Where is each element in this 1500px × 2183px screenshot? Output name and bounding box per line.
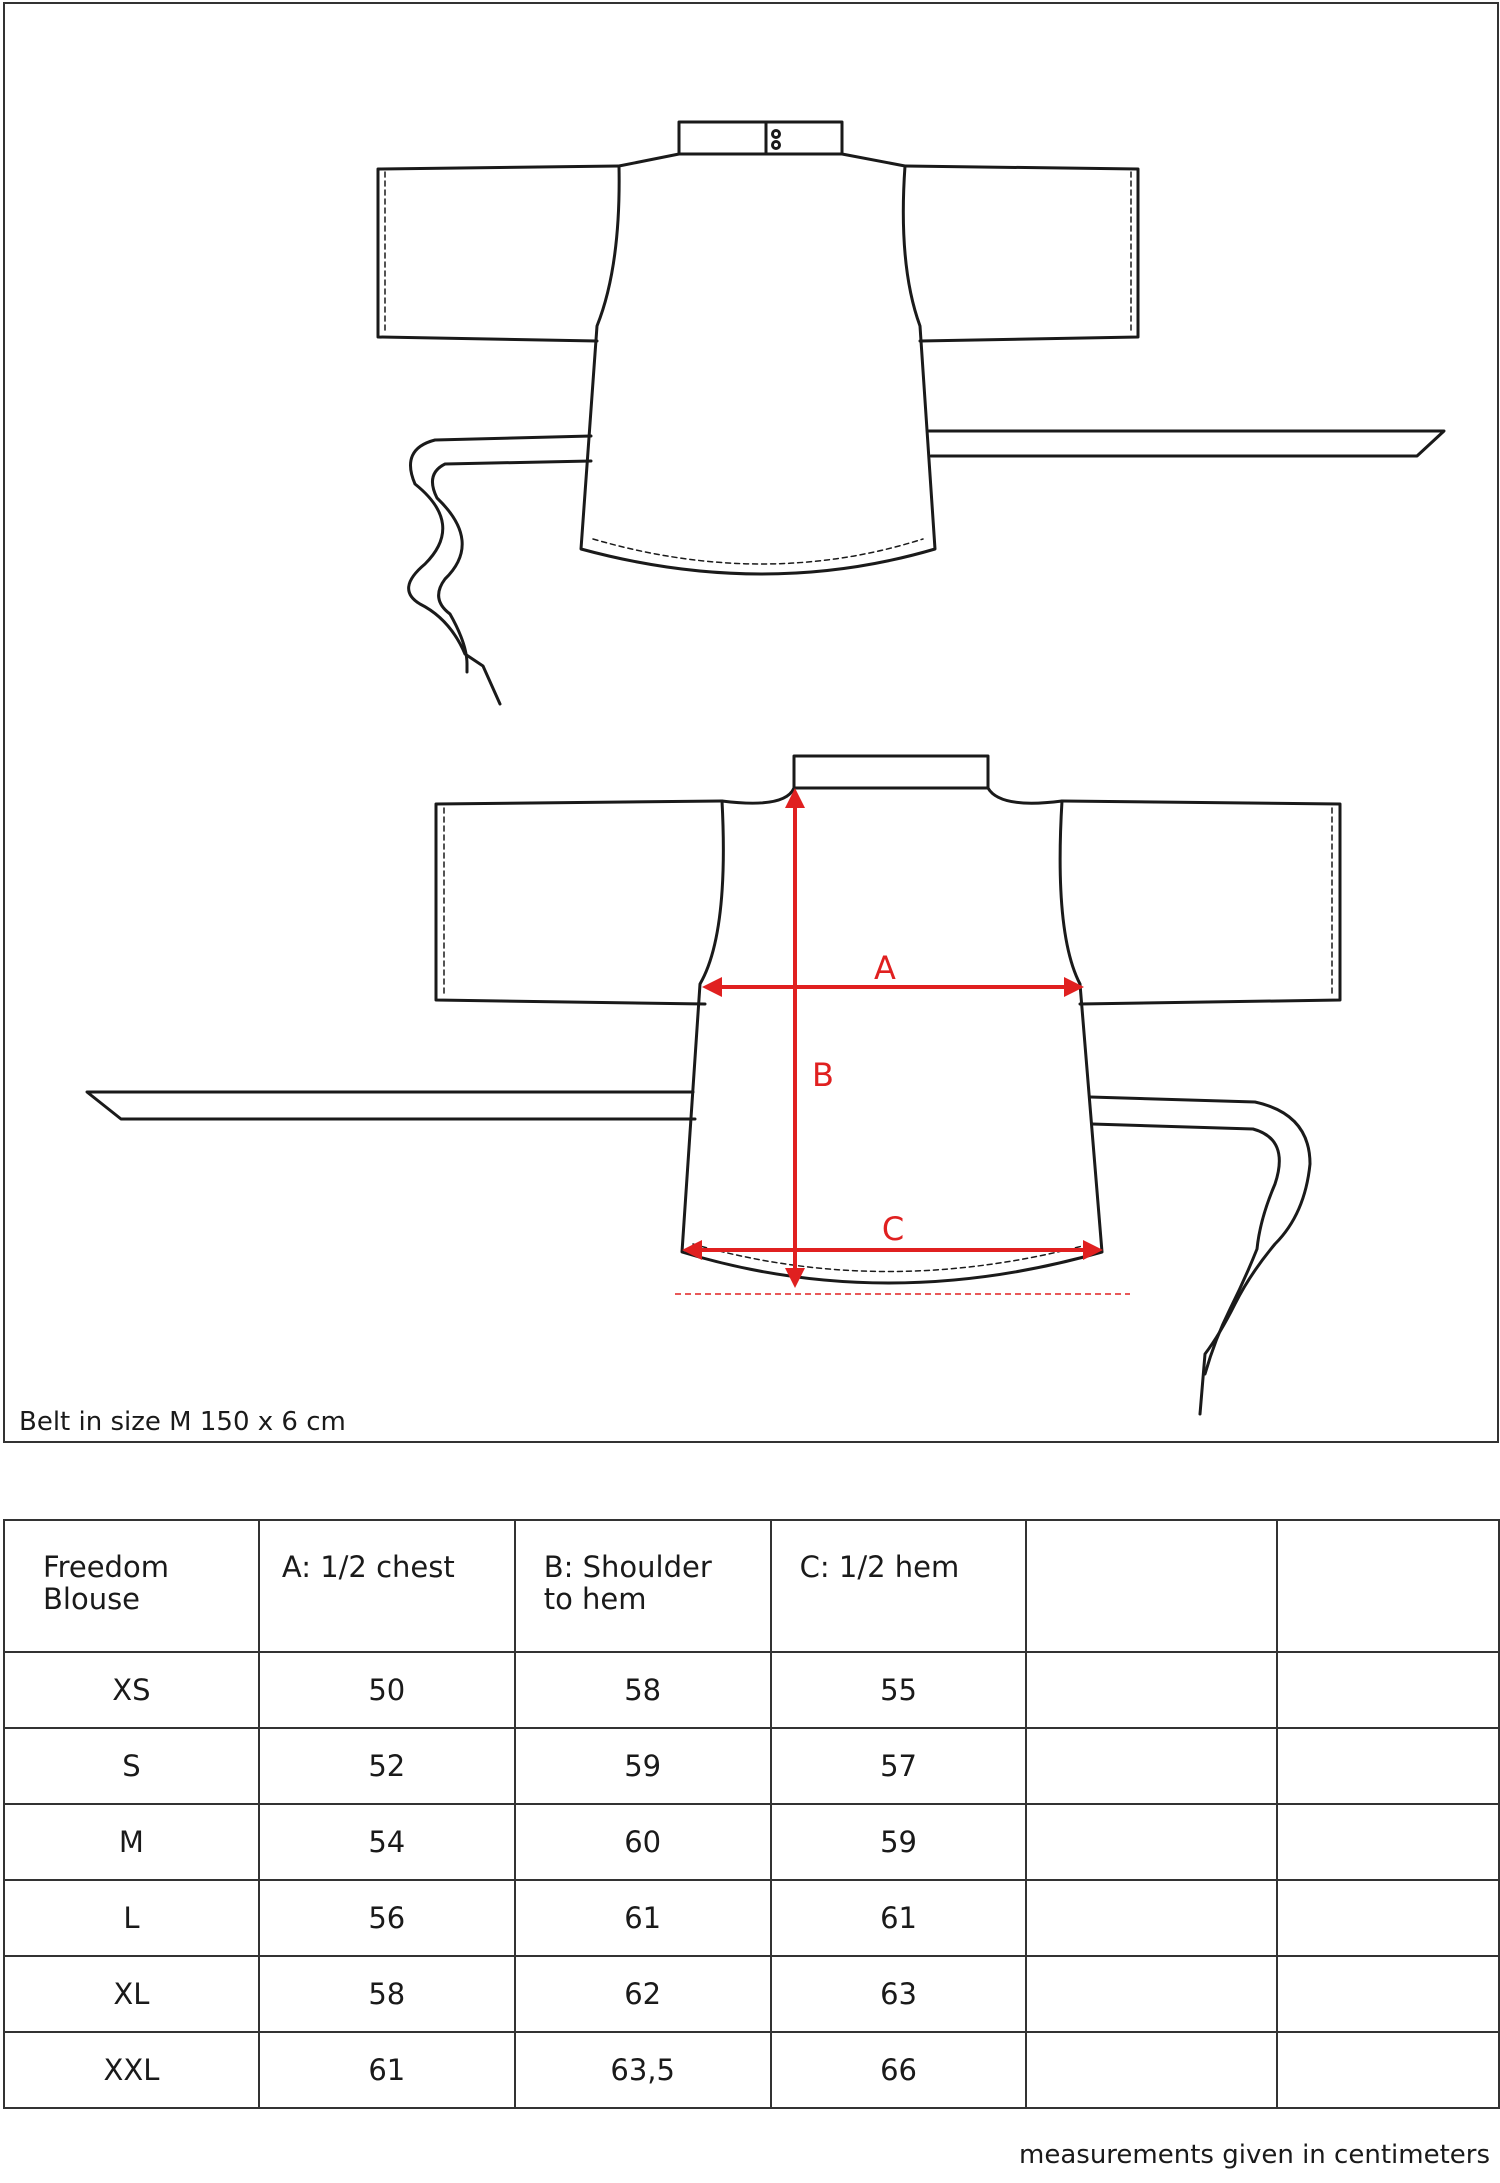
header-empty-5 bbox=[1027, 1521, 1276, 1551]
empty-cell bbox=[1026, 1652, 1277, 1728]
header-chest: A: 1/2 chest bbox=[281, 1550, 455, 1584]
label-a: A bbox=[874, 949, 896, 987]
header-hem: C: 1/2 hem bbox=[799, 1550, 960, 1584]
hem-cell: 59 bbox=[771, 1804, 1027, 1880]
label-b: B bbox=[812, 1056, 834, 1094]
empty-cell bbox=[1026, 1728, 1277, 1804]
length-cell: 59 bbox=[515, 1728, 771, 1804]
size-cell: M bbox=[4, 1804, 259, 1880]
chest-cell: 54 bbox=[259, 1804, 515, 1880]
garment-illustration bbox=[5, 4, 1500, 1445]
chest-cell: 52 bbox=[259, 1728, 515, 1804]
table-row bbox=[4, 2032, 1499, 2108]
table-header-row bbox=[4, 1520, 1499, 1652]
length-cell: 61 bbox=[515, 1880, 771, 1956]
empty-cell bbox=[1026, 1804, 1277, 1880]
hem-cell: 55 bbox=[771, 1652, 1027, 1728]
hem-cell: 66 bbox=[771, 2032, 1027, 2108]
table-row bbox=[4, 1956, 1499, 2032]
belt-size-note: Belt in size M 150 x 6 cm bbox=[19, 1407, 346, 1437]
size-chart-table bbox=[3, 1519, 1500, 2109]
chest-cell: 61 bbox=[259, 2032, 515, 2108]
chest-cell: 58 bbox=[259, 1956, 515, 2032]
empty-cell bbox=[1277, 1728, 1499, 1804]
empty-cell bbox=[1277, 1652, 1499, 1728]
header-shoulder-to-hem: B: Shoulder to hem bbox=[543, 1550, 712, 1616]
table-row bbox=[4, 1880, 1499, 1956]
size-cell: S bbox=[4, 1728, 259, 1804]
length-cell: 63,5 bbox=[515, 2032, 771, 2108]
size-cell: XL bbox=[4, 1956, 259, 2032]
empty-cell bbox=[1277, 2032, 1499, 2108]
technical-drawing-panel bbox=[3, 2, 1499, 1443]
empty-cell bbox=[1277, 1956, 1499, 2032]
table-row bbox=[4, 1804, 1499, 1880]
hem-cell: 57 bbox=[771, 1728, 1027, 1804]
length-cell: 58 bbox=[515, 1652, 771, 1728]
blouse-front-view bbox=[378, 122, 1444, 704]
empty-cell bbox=[1277, 1880, 1499, 1956]
length-cell: 60 bbox=[515, 1804, 771, 1880]
header-empty-6 bbox=[1278, 1521, 1498, 1551]
measurement-units-note: measurements given in centimeters bbox=[1019, 2140, 1490, 2170]
empty-cell bbox=[1026, 1956, 1277, 2032]
size-cell: XXL bbox=[4, 2032, 259, 2108]
length-cell: 62 bbox=[515, 1956, 771, 2032]
empty-cell bbox=[1026, 1880, 1277, 1956]
table-row bbox=[4, 1728, 1499, 1804]
blouse-back-view bbox=[87, 756, 1340, 1414]
table-row bbox=[4, 1652, 1499, 1728]
hem-cell: 63 bbox=[771, 1956, 1027, 2032]
label-c: C bbox=[881, 1210, 905, 1248]
empty-cell bbox=[1026, 2032, 1277, 2108]
chest-cell: 56 bbox=[259, 1880, 515, 1956]
hem-cell: 61 bbox=[771, 1880, 1027, 1956]
chest-cell: 50 bbox=[259, 1652, 515, 1728]
size-cell: L bbox=[4, 1880, 259, 1956]
empty-cell bbox=[1277, 1804, 1499, 1880]
header-product-name: Freedom Blouse bbox=[43, 1550, 169, 1616]
size-cell: XS bbox=[4, 1652, 259, 1728]
